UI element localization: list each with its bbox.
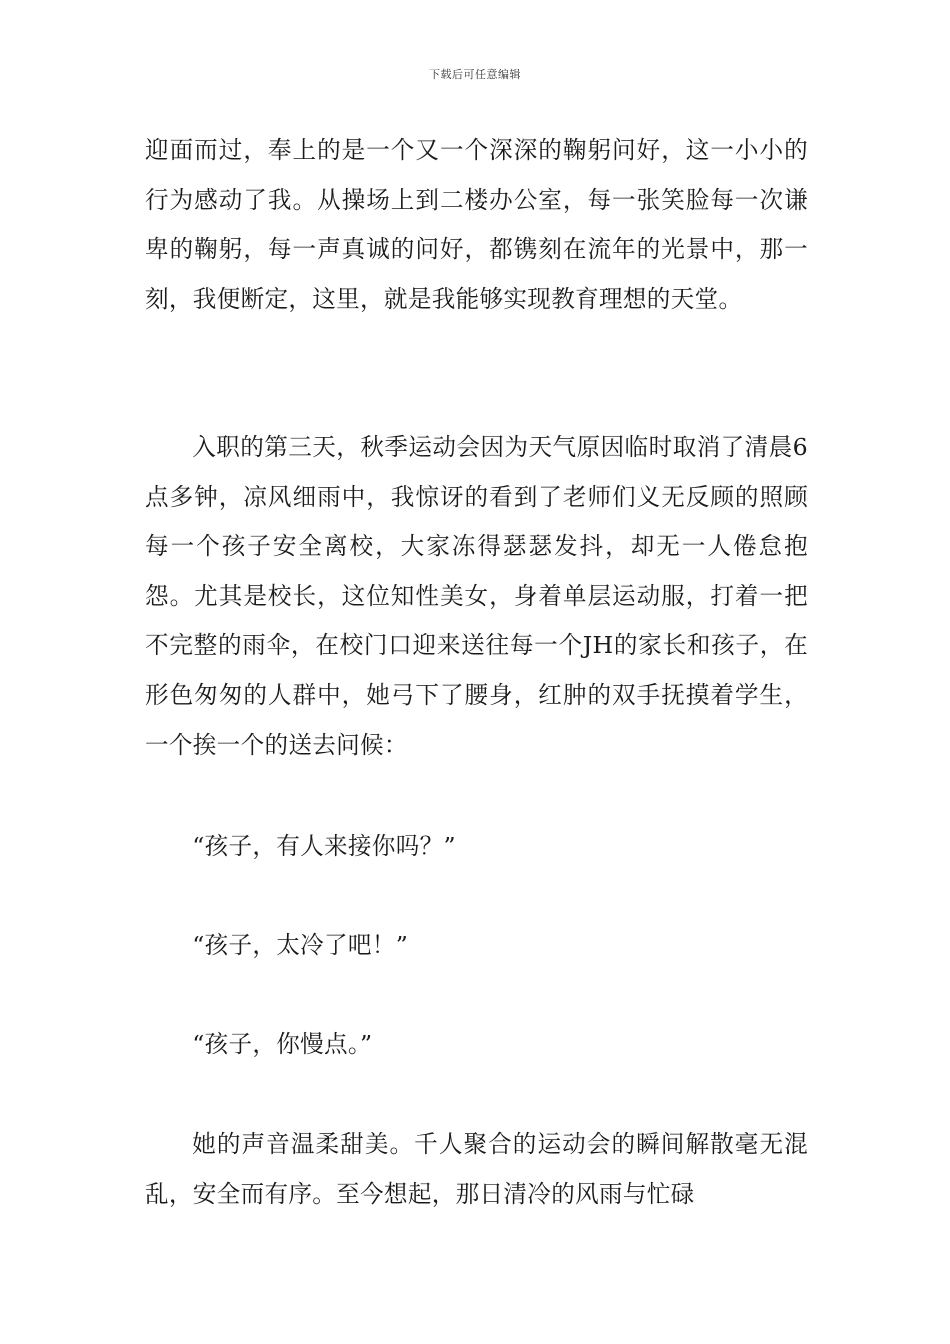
quote-1	[145, 822, 808, 872]
paragraph-3	[145, 1120, 808, 1219]
paragraph-text: 入职的第三天，秋季运动会因为天气原因临时取消了清晨6点多钟，凉风细雨中，我惊讶的看到了老师们义无反顾的照顾每一个孩子安全离校，大家冻得瑟瑟发抖，却无一人倦怠抱怨。尤其是校长，这位知性美女，身着单层运动服，打着一把不完整的雨伞，在校门口迎来送往每一个JH的家长和孩子，在形色匆匆的人群中，她弓下了腰身，红肿的双手抚摸着学生，一个挨一个的送去问候：	[145, 433, 808, 759]
paragraph-text: 迎面而过，奉上的是一个又一个深深的鞠躬问好，这一小小的行为感动了我。从操场上到二楼办公室，每一张笑脸每一次谦卑的鞠躬，每一声真诚的问好，都镌刻在流年的光景中，那一刻，我便断定，这里，就是我能够实现教育理想的天堂。	[145, 136, 808, 313]
paragraph-1	[145, 126, 808, 324]
paragraph-2	[145, 423, 808, 770]
quote-text: “孩子，有人来接你吗？”	[192, 832, 456, 860]
page-header-note: 下载后可任意编辑	[429, 68, 521, 81]
paragraph-text: 她的声音温柔甜美。千人聚合的运动会的瞬间解散毫无混乱，安全而有序。至今想起，那日清冷的风雨与忙碌	[145, 1130, 808, 1208]
quote-text: “孩子，太冷了吧！”	[192, 931, 409, 959]
quote-text: “孩子，你慢点。”	[192, 1030, 373, 1058]
quote-3	[145, 1020, 808, 1070]
quote-2	[145, 921, 808, 971]
